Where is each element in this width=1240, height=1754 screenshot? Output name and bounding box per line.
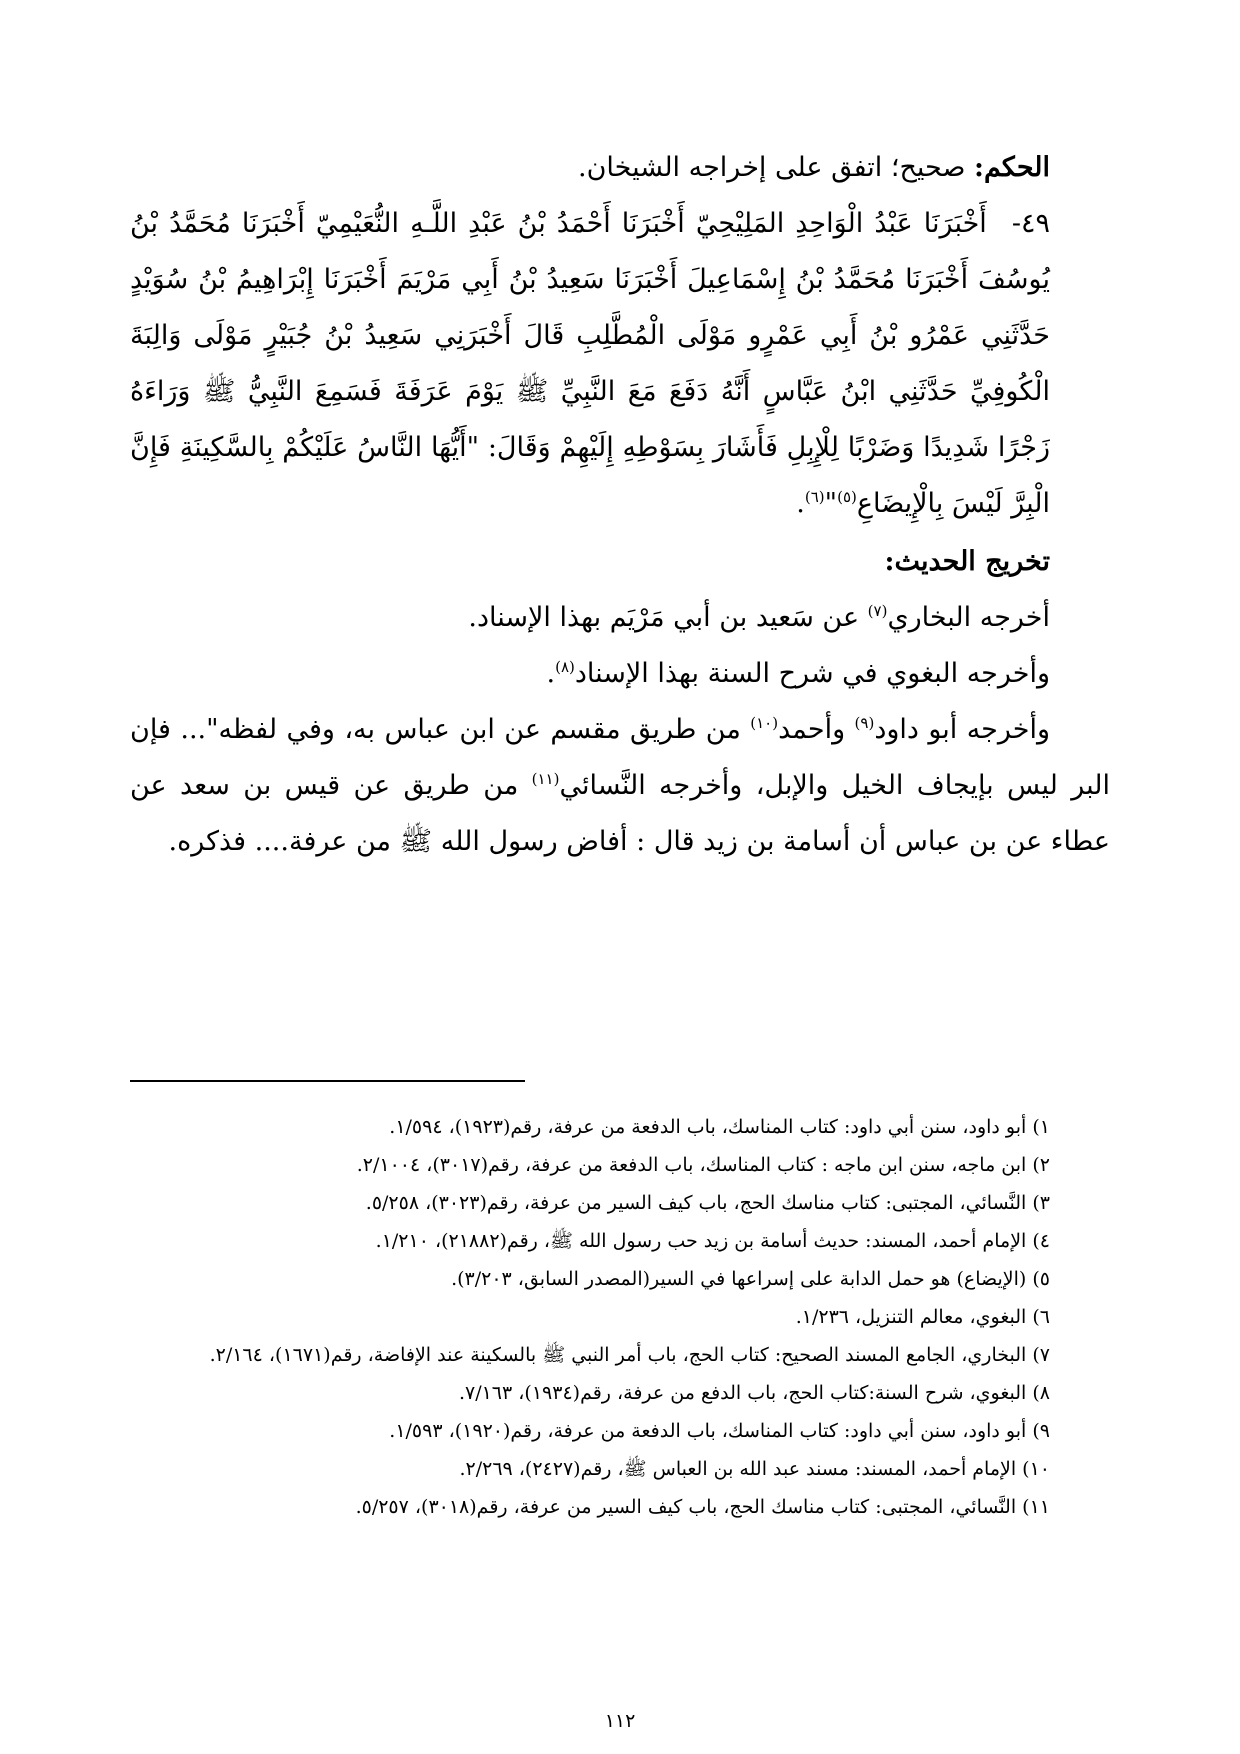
footnote-8: ٨) البغوي، شرح السنة:كتاب الحج، باب الدفع من عرفة، رقم(١٩٣٤)، ٧/١٦٣. (458, 1382, 1050, 1404)
takhrij-p2-a: وأخرجه البغوي في شرح السنة بهذا الإسناد (574, 658, 1050, 689)
footnote-11: ١١) النَّسائي، المجتبى: كتاب مناسك الحج، باب كيف السير من عرفة، رقم(٣٠١٨)، ٥/٢٥٧. (355, 1496, 1050, 1518)
footnote-ref-11[interactable]: (١١) (531, 770, 560, 788)
takhrij-heading: تخريج الحديث: (884, 546, 1050, 577)
footnote-3: ٣) النَّسائي، المجتبى: كتاب مناسك الحج، باب كيف السير من عرفة، رقم(٣٠٢٣)، ٥/٢٥٨. (365, 1192, 1050, 1214)
takhrij-p1-b: عن سَعيد بن أبي مَرْيَم بهذا الإسناد. (468, 602, 868, 633)
footnote-7: ٧) البخاري، الجامع المسند الصحيح: كتاب الحج، باب أمر النبي ﷺ بالسكينة عند الإفاضة، رقم(١٦٧١)، ٢/١٦٤. (209, 1344, 1050, 1366)
takhrij-p2-b: . (546, 658, 556, 689)
main-text (130, 140, 1110, 870)
ruling-line (130, 140, 1110, 196)
footnote-2: ٢) ابن ماجه، سنن ابن ماجه : كتاب المناسك، باب الدفعة من عرفة، رقم(٣٠١٧)، ٢/١٠٠٤. (356, 1154, 1050, 1176)
footnote-4: ٤) الإمام أحمد، المسند: حديث أسامة بن زيد حب رسول الله ﷺ، رقم(٢١٨٨٢)، ١/٢١٠. (375, 1230, 1050, 1252)
hadith-quote-end: " (824, 488, 838, 519)
hadith-end: . (796, 488, 805, 519)
footnote-ref-7[interactable]: (٧) (867, 602, 888, 620)
footnotes-section (130, 1108, 1110, 1526)
takhrij-paragraph-2 (130, 646, 1110, 702)
footnote-ref-9[interactable]: (٩) (854, 714, 875, 732)
hadith-number: ٤٩- (1011, 208, 1050, 239)
takhrij-p3-c: من طريق مقسم عن ابن عباس به، وفي لفظه"... فإن البر ليس بإيجاف الخيل والإبل، وأخرجه النَّسائي (130, 714, 1110, 801)
takhrij-p3-d: من طريق عن قيس بن سعد عن عطاء عن بن عباس أن أسامة بن زيد قال : أفاض رسول الله ﷺ من عرفة.... فذكره. (130, 770, 1110, 857)
footnote-ref-5[interactable]: (٥) (837, 488, 857, 506)
footnote-ref-6[interactable]: (٦) (804, 488, 825, 506)
ruling-text: صحيح؛ اتفق على إخراجه الشيخان. (578, 152, 974, 183)
takhrij-paragraph-1 (130, 590, 1110, 646)
footnote-1: ١) أبو داود، سنن أبي داود: كتاب المناسك، باب الدفعة من عرفة، رقم(١٩٢٣)، ١/٥٩٤. (389, 1116, 1050, 1138)
footnote-9: ٩) أبو داود، سنن أبي داود: كتاب المناسك، باب الدفعة من عرفة، رقم(١٩٢٠)، ١/٥٩٣. (389, 1420, 1050, 1442)
takhrij-p3-b: وأحمد (778, 714, 855, 745)
ruling-label: الحكم: (973, 152, 1050, 183)
page-number: ١١٢ (604, 1710, 636, 1732)
footnote-divider (130, 1080, 525, 1082)
takhrij-p3-a: وأخرجه أبو داود (874, 714, 1050, 745)
hadith-paragraph (130, 196, 1110, 532)
main-content (130, 140, 1110, 870)
footnote-5: ٥) (الإيضاع) هو حمل الدابة على إسراعها في السير(المصدر السابق، ٣/٢٠٣). (451, 1268, 1050, 1290)
footnote-6: ٦) البغوي، معالم التنزيل، ١/٢٣٦. (795, 1306, 1050, 1328)
hadith-text: أَخْبَرَنَا عَبْدُ الْوَاحِدِ المَلِيْحِيّ أَخْبَرَنَا أَحْمَدُ بْنُ عَبْدِ اللَّـهِ النُّعَيْمِيّ أَخْبَرَنَا مُحَمَّدُ بْنُ يُوسُفَ أَخْبَرَنَا مُحَمَّدُ بْنُ إِسْمَاعِيلَ أَخْبَرَنَا سَعِيدُ بْنُ أَبِي مَرْيَمَ أَخْبَرَنَا إِبْرَاهِيمُ بْنُ سُوَيْدٍ حَدَّثَنِي عَمْرُو بْنُ أَبِي عَمْرٍو مَوْلَى الْمُطَّلِبِ قَالَ أَخْبَرَنِي سَعِيدُ بْنُ جُبَيْرٍ مَوْلَى وَالِبَةَ الْكُوفِيِّ حَدَّثَنِي ابْنُ عَبَّاسٍ أَنَّهُ دَفَعَ مَعَ النَّبِيِّ ﷺ يَوْمَ عَرَفَةَ فَسَمِعَ النَّبِيُّ ﷺ وَرَاءَهُ زَجْرًا شَدِيدًا وَضَرْبًا لِلْإِبِلِ فَأَشَارَ بِسَوْطِهِ إِلَيْهِمْ وَقَالَ: "أَيُّهَا النَّاسُ عَلَيْكُمْ بِالسَّكِينَةِ فَإِنَّ الْبِرَّ لَيْسَ بِالْإِيضَاعِ (130, 208, 1050, 519)
takhrij-p1-a: أخرجه البخاري (887, 602, 1050, 633)
footnote-ref-10[interactable]: (١٠) (750, 714, 779, 732)
takhrij-paragraph-3 (130, 702, 1110, 870)
footnote-10: ١٠) الإمام أحمد، المسند: مسند عبد الله بن العباس ﷺ، رقم(٢٤٢٧)، ٢/٢٦٩. (459, 1458, 1050, 1480)
footnote-ref-8[interactable]: (٨) (555, 658, 575, 676)
